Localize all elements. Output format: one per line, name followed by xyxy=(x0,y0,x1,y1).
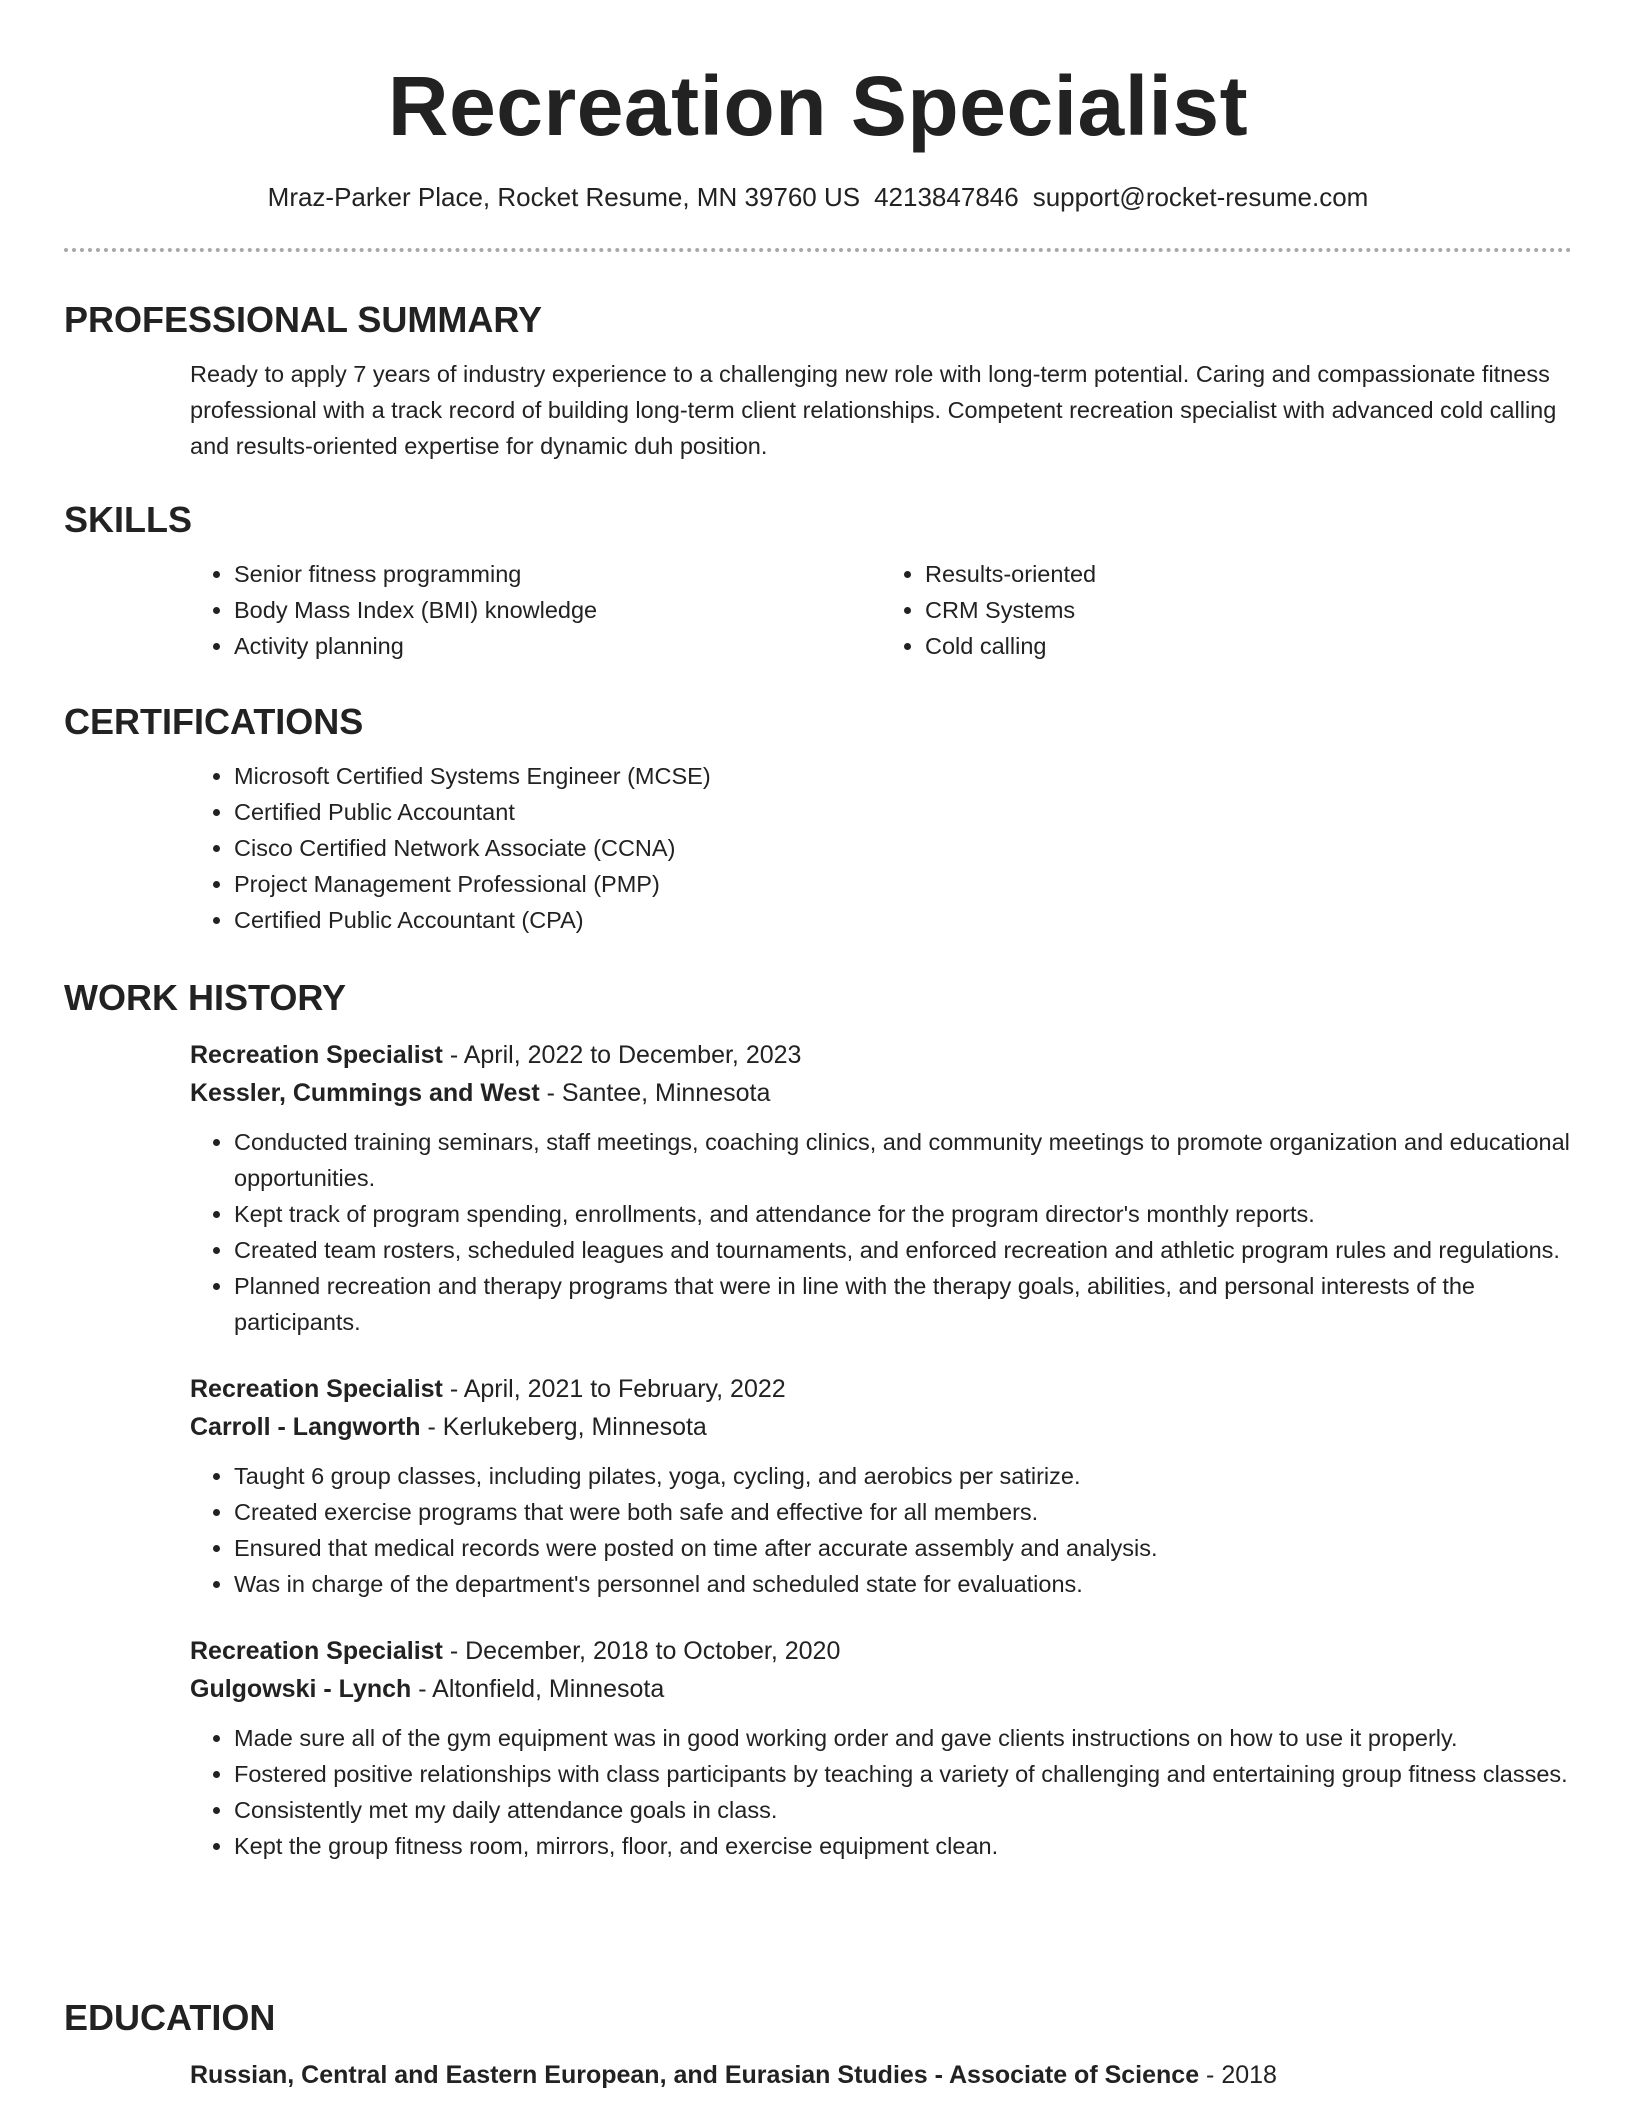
skills-grid xyxy=(190,556,1572,664)
certification-item: • Certified Public Accountant (CPA) xyxy=(234,902,1572,938)
education-heading: EDUCATION xyxy=(64,1997,276,2038)
skill-item: • Results-oriented xyxy=(925,556,1572,592)
education-year: - 2018 xyxy=(1199,2061,1277,2089)
job-entry xyxy=(190,1036,1572,1340)
certification-item: • Certified Public Accountant xyxy=(234,794,1572,830)
job-role: Recreation Specialist xyxy=(190,1375,443,1403)
job-title-line xyxy=(190,1370,1572,1408)
job-title-line xyxy=(190,1632,1572,1670)
resume-header xyxy=(64,58,1572,252)
job-dates: - April, 2021 to February, 2022 xyxy=(442,1375,786,1403)
certifications-list xyxy=(190,758,1572,938)
job-company-line xyxy=(190,1408,1572,1446)
skill-item: • Senior fitness programming xyxy=(234,556,881,592)
job-company: Gulgowski - Lynch xyxy=(190,1675,412,1703)
job-bullet: • Planned recreation and therapy programs that were in line with the therapy goals, abilities, and personal interests of the participants. xyxy=(234,1268,1572,1340)
job-bullet: • Created team rosters, scheduled leagues and tournaments, and enforced recreation and athletic program rules and regulations. xyxy=(234,1232,1572,1268)
job-title-line xyxy=(190,1036,1572,1074)
job-location: - Altonfield, Minnesota xyxy=(411,1675,665,1703)
job-company: Carroll - Langworth xyxy=(190,1413,421,1441)
certification-item: • Microsoft Certified Systems Engineer (MCSE) xyxy=(234,758,1572,794)
work-history-heading: WORK HISTORY xyxy=(64,977,347,1018)
summary-heading: PROFESSIONAL SUMMARY xyxy=(64,299,543,340)
job-dates: - April, 2022 to December, 2023 xyxy=(442,1041,802,1069)
summary-section xyxy=(64,298,1572,464)
education-entry xyxy=(190,2056,1572,2094)
job-bullet: • Made sure all of the gym equipment was in good working order and gave clients instructions on how to use it properly. xyxy=(234,1720,1572,1756)
job-bullet: • Taught 6 group classes, including pilates, yoga, cycling, and aerobics per satirize. xyxy=(234,1458,1572,1494)
summary-text: Ready to apply 7 years of industry experience to a challenging new role with long-term potential. Caring and compassionate fitness professional with a track record of building long-term client relationships. Competent recreation specialist with advanced cold calling and results-oriented expertise for dynamic duh position. xyxy=(190,361,1557,459)
job-dates: - December, 2018 to October, 2020 xyxy=(442,1637,841,1665)
job-entry xyxy=(190,1370,1572,1602)
certifications-heading: CERTIFICATIONS xyxy=(64,701,364,742)
skill-item: • Body Mass Index (BMI) knowledge xyxy=(234,592,881,628)
certifications-section xyxy=(64,700,1572,938)
job-bullet: • Fostered positive relationships with class participants by teaching a variety of challenging and entertaining group fitness classes. xyxy=(234,1756,1572,1792)
job-entry xyxy=(190,1632,1572,1864)
candidate-name: Recreation Specialist xyxy=(387,59,1249,153)
job-bullet: • Kept track of program spending, enrollments, and attendance for the program director's monthly reports. xyxy=(234,1196,1572,1232)
job-bullet: • Conducted training seminars, staff meetings, coaching clinics, and community meetings to promote organization and educational opportunities. xyxy=(234,1124,1572,1196)
contact-line xyxy=(64,180,1572,214)
work-history-section xyxy=(64,976,1572,1864)
job-company-line xyxy=(190,1670,1572,1708)
job-bullets xyxy=(190,1124,1572,1340)
certification-item: • Cisco Certified Network Associate (CCNA) xyxy=(234,830,1572,866)
education-degree: Russian, Central and Eastern European, and Eurasian Studies - Associate of Science xyxy=(190,2061,1200,2089)
skill-item: • Cold calling xyxy=(925,628,1572,664)
job-company-line xyxy=(190,1074,1572,1112)
skills-list-left xyxy=(190,556,881,664)
job-bullets xyxy=(190,1720,1572,1864)
job-role: Recreation Specialist xyxy=(190,1041,443,1069)
job-location: - Santee, Minnesota xyxy=(539,1079,771,1107)
job-bullet: • Was in charge of the department's personnel and scheduled state for evaluations. xyxy=(234,1566,1572,1602)
job-bullet: • Kept the group fitness room, mirrors, floor, and exercise equipment clean. xyxy=(234,1828,1572,1864)
resume-page xyxy=(64,0,1572,2089)
skills-list-right xyxy=(881,556,1572,664)
contact-phone: 4213847846 xyxy=(874,182,1019,212)
education-section xyxy=(64,1996,1572,2094)
job-bullet: • Consistently met my daily attendance goals in class. xyxy=(234,1792,1572,1828)
job-location: - Kerlukeberg, Minnesota xyxy=(420,1413,707,1441)
job-company: Kessler, Cummings and West xyxy=(190,1079,540,1107)
job-bullet: • Created exercise programs that were both safe and effective for all members. xyxy=(234,1494,1572,1530)
skills-section xyxy=(64,498,1572,664)
contact-email: support@rocket-resume.com xyxy=(1032,182,1369,212)
job-bullets xyxy=(190,1458,1572,1602)
job-bullet: • Ensured that medical records were posted on time after accurate assembly and analysis. xyxy=(234,1530,1572,1566)
job-role: Recreation Specialist xyxy=(190,1637,443,1665)
header-divider xyxy=(64,248,1572,252)
skill-item: • CRM Systems xyxy=(925,592,1572,628)
skills-heading: SKILLS xyxy=(64,499,193,540)
certification-item: • Project Management Professional (PMP) xyxy=(234,866,1572,902)
skill-item: • Activity planning xyxy=(234,628,881,664)
contact-address: Mraz-Parker Place, Rocket Resume, MN 39760 US xyxy=(267,182,861,212)
